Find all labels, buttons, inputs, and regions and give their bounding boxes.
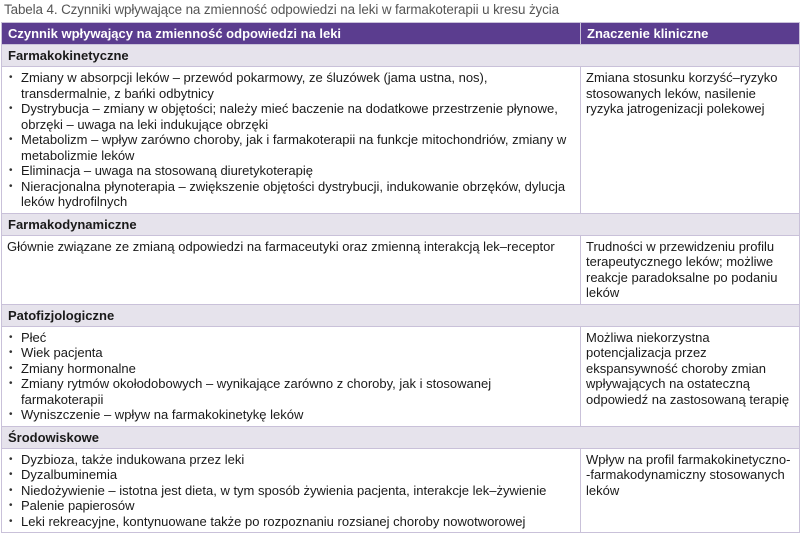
list-item: • Nieracjonalna płynoterapia – zwiększenie objętości dystrybucji, indukowanie obrzęków, dylucja leków hydrofilnych [7, 179, 575, 210]
list-item: • Leki rekreacyjne, kontynuowane także po rozpoznaniu rozsianej choroby nowotworowej [7, 514, 575, 530]
factors-table [1, 22, 800, 533]
table-row [2, 326, 800, 426]
factor-list [7, 70, 575, 210]
section-title: Patofizjologiczne [2, 304, 800, 326]
section-row-pharmacodynamic [2, 213, 800, 235]
section-title: Środowiskowe [2, 426, 800, 448]
clinical-cell: Wpływ na profil farmakokinetyczno- -farmakodynamiczny stosowanych leków [581, 448, 800, 533]
table-row [2, 448, 800, 533]
list-item: • Dystrybucja – zmiany w objętości; należy mieć baczenie na dodatkowe przestrzenie płynowe, obrzęki – uwaga na leki indukujące obrzęki [7, 101, 575, 132]
list-item: • Dyzbioza, także indukowana przez leki [7, 452, 575, 468]
header-clinical: Znaczenie kliniczne [581, 23, 800, 45]
factor-cell [2, 326, 581, 426]
section-title: Farmakokinetyczne [2, 45, 800, 67]
list-item: • Dyzalbuminemia [7, 467, 575, 483]
table-header-row [2, 23, 800, 45]
clinical-cell: Zmiana stosunku korzyść–ryzyko stosowanych leków, nasilenie ryzyka jatrogenizacji polekowej [581, 67, 800, 214]
list-item: • Wiek pacjenta [7, 345, 575, 361]
clinical-cell: Trudności w przewidzeniu profilu terapeutycznego leków; możliwe reakcje paradoksalne po podaniu leków [581, 235, 800, 304]
section-title: Farmakodynamiczne [2, 213, 800, 235]
list-item: • Wyniszczenie – wpływ na farmakokinetykę leków [7, 407, 575, 423]
list-item: • Zmiany w absorpcji leków – przewód pokarmowy, ze śluzówek (jama ustna, nos), transdermalnie, z bańki odbytnicy [7, 70, 575, 101]
clinical-cell: Możliwa niekorzystna potencjalizacja przez ekspansywność choroby zmian wpływających na ostateczną odpowiedź na zastosowaną terapię [581, 326, 800, 426]
factor-cell: Głównie związane ze zmianą odpowiedzi na farmaceutyki oraz zmienną interakcją lek–receptor [2, 235, 581, 304]
factor-cell [2, 448, 581, 533]
factor-cell [2, 67, 581, 214]
list-item: • Płeć [7, 330, 575, 346]
list-item: • Metabolizm – wpływ zarówno choroby, jak i farmakoterapii na funkcje mitochondriów, zmiany w metabolizmie leków [7, 132, 575, 163]
list-item: • Eliminacja – uwaga na stosowaną diuretykoterapię [7, 163, 575, 179]
table-row [2, 67, 800, 214]
factor-list [7, 330, 575, 423]
list-item: • Zmiany rytmów okołodobowych – wynikające zarówno z choroby, jak i stosowanej farmakoterapii [7, 376, 575, 407]
factor-list [7, 452, 575, 530]
list-item: • Niedożywienie – istotna jest dieta, w tym sposób żywienia pacjenta, interakcje lek–żywienie [7, 483, 575, 499]
list-item: • Palenie papierosów [7, 498, 575, 514]
header-factor: Czynnik wpływający na zmienność odpowiedzi na leki [2, 23, 581, 45]
section-row-pharmacokinetic [2, 45, 800, 67]
table-row [2, 235, 800, 304]
section-row-environmental [2, 426, 800, 448]
table-caption: Tabela 4. Czynniki wpływające na zmienność odpowiedzi na leki w farmakoterapii u kresu życia [4, 2, 559, 17]
list-item: • Zmiany hormonalne [7, 361, 575, 377]
section-row-pathophysiological [2, 304, 800, 326]
